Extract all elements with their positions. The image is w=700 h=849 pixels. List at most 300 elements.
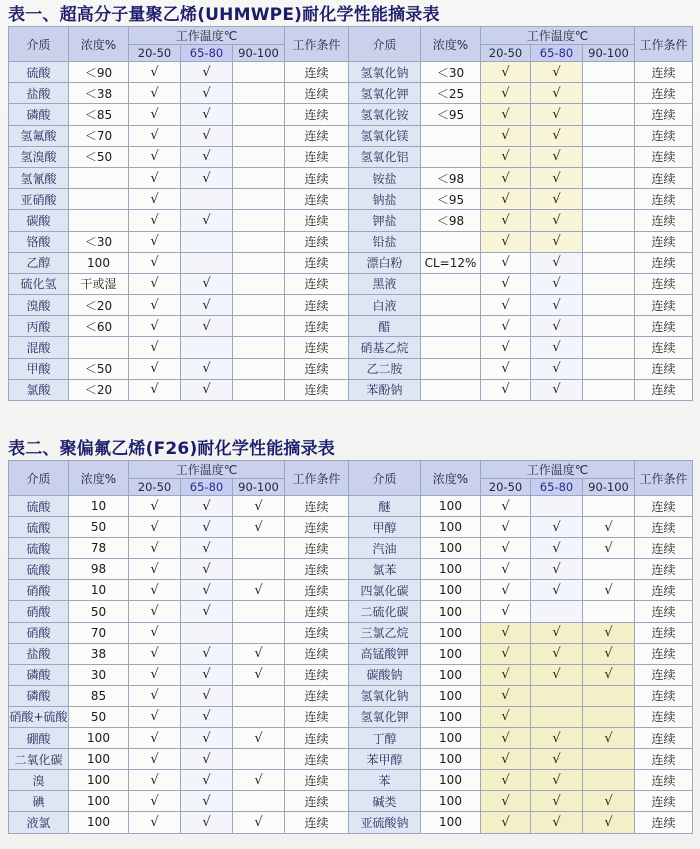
- temp-20-50-check: √: [129, 273, 181, 294]
- condition-cell: 连续: [285, 189, 349, 210]
- medium-cell: 黑液: [349, 273, 421, 294]
- temp-20-50-check: √: [129, 146, 181, 167]
- temp-90-100-check: √: [583, 728, 635, 749]
- temp-65-80-check: √: [531, 125, 583, 146]
- medium-cell: 漂白粉: [349, 252, 421, 273]
- temp-90-100-check: [233, 538, 285, 559]
- concentration-cell: 100: [421, 770, 481, 791]
- temp-20-50-check: √: [129, 295, 181, 316]
- header-condition: 工作条件: [285, 27, 349, 62]
- medium-cell: 甲醇: [349, 517, 421, 538]
- table-row: [9, 252, 693, 273]
- temp-90-100-check: [233, 685, 285, 706]
- temp-65-80-check: √: [531, 273, 583, 294]
- concentration-cell: [421, 295, 481, 316]
- temp-65-80-check: √: [531, 791, 583, 812]
- condition-cell: 连续: [635, 685, 693, 706]
- table-row: [9, 517, 693, 538]
- temp-20-50-check: √: [481, 728, 531, 749]
- medium-cell: 乙二胺: [349, 358, 421, 379]
- header-condition: 工作条件: [635, 461, 693, 496]
- medium-cell: 高锰酸钾: [349, 643, 421, 664]
- concentration-cell: 50: [69, 517, 129, 538]
- condition-cell: 连续: [635, 210, 693, 231]
- temp-90-100-check: √: [233, 580, 285, 601]
- table-row: [9, 685, 693, 706]
- temp-90-100-check: √: [583, 517, 635, 538]
- medium-cell: 四氯化碳: [349, 580, 421, 601]
- concentration-cell: ＜90: [69, 62, 129, 83]
- condition-cell: 连续: [285, 125, 349, 146]
- condition-cell: 连续: [285, 622, 349, 643]
- condition-cell: 连续: [285, 538, 349, 559]
- temp-65-80-check: √: [531, 146, 583, 167]
- temp-20-50-check: √: [129, 496, 181, 517]
- header-concentration: 浓度%: [421, 27, 481, 62]
- concentration-cell: 100: [421, 643, 481, 664]
- temp-20-50-check: √: [481, 622, 531, 643]
- medium-cell: 碘: [9, 791, 69, 812]
- concentration-cell: 100: [421, 812, 481, 833]
- concentration-cell: [421, 358, 481, 379]
- temp-90-100-check: [233, 83, 285, 104]
- medium-cell: 乙醇: [9, 252, 69, 273]
- condition-cell: 连续: [285, 104, 349, 125]
- temp-90-100-check: [233, 146, 285, 167]
- temp-65-80-check: √: [531, 104, 583, 125]
- temp-20-50-check: √: [481, 812, 531, 833]
- concentration-cell: ＜95: [421, 189, 481, 210]
- temp-90-100-check: [583, 210, 635, 231]
- temp-65-80-check: √: [531, 379, 583, 400]
- header-medium: 介质: [9, 461, 69, 496]
- concentration-cell: ＜70: [69, 125, 129, 146]
- condition-cell: 连续: [285, 770, 349, 791]
- table-row: [9, 812, 693, 833]
- concentration-cell: ＜20: [69, 379, 129, 400]
- table-row: [9, 496, 693, 517]
- medium-cell: 氢氧化钾: [349, 83, 421, 104]
- table-row: [9, 189, 693, 210]
- temp-90-100-check: [583, 104, 635, 125]
- temp-90-100-check: √: [583, 791, 635, 812]
- medium-cell: 氢氧化镁: [349, 125, 421, 146]
- concentration-cell: 100: [421, 749, 481, 770]
- temp-65-80-check: √: [181, 706, 233, 727]
- concentration-cell: ＜38: [69, 83, 129, 104]
- temp-20-50-check: √: [129, 337, 181, 358]
- table-row: [9, 167, 693, 188]
- condition-cell: 连续: [635, 125, 693, 146]
- concentration-cell: 100: [421, 706, 481, 727]
- table-row: [9, 770, 693, 791]
- condition-cell: 连续: [285, 231, 349, 252]
- medium-cell: 硝基乙烷: [349, 337, 421, 358]
- table-row: [9, 622, 693, 643]
- temp-90-100-check: [583, 337, 635, 358]
- header-concentration: 浓度%: [69, 27, 129, 62]
- table-row: [9, 231, 693, 252]
- temp-65-80-check: √: [181, 770, 233, 791]
- medium-cell: 氢氧化铵: [349, 104, 421, 125]
- temp-65-80-check: √: [531, 664, 583, 685]
- temp-65-80-check: √: [531, 358, 583, 379]
- concentration-cell: 100: [69, 791, 129, 812]
- temp-20-50-check: √: [481, 749, 531, 770]
- condition-cell: 连续: [285, 706, 349, 727]
- medium-cell: 硼酸: [9, 728, 69, 749]
- medium-cell: 亚硫酸钠: [349, 812, 421, 833]
- condition-cell: 连续: [285, 517, 349, 538]
- medium-cell: 白液: [349, 295, 421, 316]
- temp-90-100-check: [583, 685, 635, 706]
- medium-cell: 氢氟酸: [9, 125, 69, 146]
- temp-20-50-check: √: [481, 601, 531, 622]
- concentration-cell: 100: [421, 559, 481, 580]
- condition-cell: 连续: [635, 643, 693, 664]
- medium-cell: 氢氰酸: [9, 167, 69, 188]
- temp-90-100-check: √: [583, 538, 635, 559]
- temp-65-80-check: √: [531, 580, 583, 601]
- temp-90-100-check: [233, 189, 285, 210]
- medium-cell: 钾盐: [349, 210, 421, 231]
- temp-20-50-check: √: [129, 643, 181, 664]
- temp-20-50-check: √: [129, 252, 181, 273]
- medium-cell: 苯: [349, 770, 421, 791]
- temp-20-50-check: √: [481, 146, 531, 167]
- temp-90-100-check: √: [583, 664, 635, 685]
- temp-90-100-check: √: [233, 496, 285, 517]
- temp-90-100-check: √: [233, 728, 285, 749]
- condition-cell: 连续: [635, 167, 693, 188]
- temp-20-50-check: √: [129, 664, 181, 685]
- temp-20-50-check: √: [481, 83, 531, 104]
- temp-90-100-check: [583, 358, 635, 379]
- medium-cell: 苯酚钠: [349, 379, 421, 400]
- concentration-cell: 38: [69, 643, 129, 664]
- medium-cell: 二硫化碳: [349, 601, 421, 622]
- temp-65-80-check: [531, 685, 583, 706]
- temp-90-100-check: [233, 358, 285, 379]
- concentration-cell: CL=12%: [421, 252, 481, 273]
- concentration-cell: ＜50: [69, 146, 129, 167]
- temp-65-80-check: √: [531, 517, 583, 538]
- medium-cell: 氢氧化铝: [349, 146, 421, 167]
- table-row: [9, 273, 693, 294]
- temp-65-80-check: √: [531, 559, 583, 580]
- header-medium: 介质: [349, 27, 421, 62]
- temp-20-50-check: √: [481, 252, 531, 273]
- temp-20-50-check: √: [129, 559, 181, 580]
- header-medium: 介质: [349, 461, 421, 496]
- medium-cell: 硫酸: [9, 538, 69, 559]
- header-condition: 工作条件: [635, 27, 693, 62]
- condition-cell: 连续: [635, 622, 693, 643]
- concentration-cell: [421, 125, 481, 146]
- concentration-cell: ＜30: [69, 231, 129, 252]
- condition-cell: 连续: [635, 728, 693, 749]
- condition-cell: 连续: [635, 337, 693, 358]
- temp-20-50-check: √: [481, 685, 531, 706]
- condition-cell: 连续: [285, 62, 349, 83]
- temp-65-80-check: √: [531, 252, 583, 273]
- condition-cell: 连续: [285, 295, 349, 316]
- temp-65-80-check: √: [181, 210, 233, 231]
- temp-65-80-check: √: [531, 210, 583, 231]
- medium-cell: 氯苯: [349, 559, 421, 580]
- condition-cell: 连续: [635, 770, 693, 791]
- header-temp-range: 65-80: [181, 479, 233, 496]
- condition-cell: 连续: [635, 231, 693, 252]
- temp-65-80-check: √: [181, 664, 233, 685]
- condition-cell: 连续: [285, 316, 349, 337]
- header-temp-range: 20-50: [481, 45, 531, 62]
- temp-65-80-check: √: [531, 622, 583, 643]
- condition-cell: 连续: [285, 210, 349, 231]
- medium-cell: 碳酸钠: [349, 664, 421, 685]
- temp-65-80-check: √: [181, 104, 233, 125]
- condition-cell: 连续: [285, 728, 349, 749]
- temp-65-80-check: √: [531, 812, 583, 833]
- temp-90-100-check: √: [233, 812, 285, 833]
- concentration-cell: 100: [421, 664, 481, 685]
- concentration-cell: 100: [69, 770, 129, 791]
- temp-90-100-check: [233, 337, 285, 358]
- temp-90-100-check: √: [233, 770, 285, 791]
- temp-90-100-check: [583, 125, 635, 146]
- table-row: [9, 295, 693, 316]
- temp-20-50-check: √: [481, 517, 531, 538]
- table1-body: [9, 62, 693, 401]
- medium-cell: 磷酸: [9, 685, 69, 706]
- header-temperature: 工作温度℃: [129, 461, 285, 479]
- temp-65-80-check: √: [181, 812, 233, 833]
- condition-cell: 连续: [285, 685, 349, 706]
- header-condition: 工作条件: [285, 461, 349, 496]
- header-temp-range: 20-50: [129, 479, 181, 496]
- concentration-cell: ＜98: [421, 167, 481, 188]
- temp-65-80-check: √: [531, 749, 583, 770]
- concentration-cell: 78: [69, 538, 129, 559]
- temp-90-100-check: [583, 749, 635, 770]
- header-temp-range: 90-100: [233, 45, 285, 62]
- condition-cell: 连续: [635, 791, 693, 812]
- medium-cell: 氢氧化钾: [349, 706, 421, 727]
- concentration-cell: 70: [69, 622, 129, 643]
- temp-65-80-check: √: [531, 538, 583, 559]
- header-temp-range: 90-100: [583, 479, 635, 496]
- condition-cell: 连续: [635, 580, 693, 601]
- condition-cell: 连续: [285, 358, 349, 379]
- temp-90-100-check: [583, 559, 635, 580]
- condition-cell: 连续: [285, 146, 349, 167]
- condition-cell: 连续: [285, 83, 349, 104]
- temp-20-50-check: √: [129, 770, 181, 791]
- table-row: [9, 664, 693, 685]
- temp-65-80-check: [181, 231, 233, 252]
- temp-90-100-check: [233, 273, 285, 294]
- temp-65-80-check: √: [181, 167, 233, 188]
- table-row: [9, 580, 693, 601]
- concentration-cell: ＜95: [421, 104, 481, 125]
- table-row: [9, 728, 693, 749]
- temp-20-50-check: √: [481, 337, 531, 358]
- temp-65-80-check: √: [531, 295, 583, 316]
- condition-cell: 连续: [635, 62, 693, 83]
- concentration-cell: 100: [69, 749, 129, 770]
- temp-90-100-check: [583, 189, 635, 210]
- temp-90-100-check: [583, 770, 635, 791]
- temp-20-50-check: √: [481, 559, 531, 580]
- medium-cell: 氢氧化钠: [349, 62, 421, 83]
- temp-65-80-check: [181, 622, 233, 643]
- medium-cell: 磷酸: [9, 104, 69, 125]
- condition-cell: 连续: [285, 167, 349, 188]
- temp-65-80-check: √: [181, 496, 233, 517]
- temp-90-100-check: [233, 559, 285, 580]
- temp-65-80-check: √: [531, 231, 583, 252]
- temp-20-50-check: √: [481, 706, 531, 727]
- medium-cell: 醋: [349, 316, 421, 337]
- concentration-cell: [421, 231, 481, 252]
- temp-20-50-check: √: [481, 358, 531, 379]
- temp-90-100-check: √: [583, 622, 635, 643]
- medium-cell: 磷酸: [9, 664, 69, 685]
- temp-90-100-check: [233, 104, 285, 125]
- condition-cell: 连续: [285, 643, 349, 664]
- temp-90-100-check: [233, 749, 285, 770]
- temp-65-80-check: [531, 601, 583, 622]
- concentration-cell: [69, 210, 129, 231]
- temp-20-50-check: √: [129, 231, 181, 252]
- temp-20-50-check: √: [481, 273, 531, 294]
- header-temp-range: 65-80: [181, 45, 233, 62]
- temp-90-100-check: √: [583, 812, 635, 833]
- temp-20-50-check: √: [129, 791, 181, 812]
- condition-cell: 连续: [285, 337, 349, 358]
- temp-20-50-check: √: [129, 104, 181, 125]
- temp-20-50-check: √: [481, 231, 531, 252]
- temp-90-100-check: [583, 273, 635, 294]
- concentration-cell: [421, 316, 481, 337]
- condition-cell: 连续: [285, 664, 349, 685]
- concentration-cell: 100: [421, 685, 481, 706]
- table-row: [9, 706, 693, 727]
- concentration-cell: [69, 337, 129, 358]
- temp-65-80-check: [531, 706, 583, 727]
- condition-cell: 连续: [635, 358, 693, 379]
- table-row: [9, 538, 693, 559]
- temp-20-50-check: √: [481, 580, 531, 601]
- temp-20-50-check: √: [129, 580, 181, 601]
- temp-20-50-check: √: [481, 125, 531, 146]
- condition-cell: 连续: [635, 104, 693, 125]
- table-row: [9, 559, 693, 580]
- condition-cell: 连续: [635, 517, 693, 538]
- concentration-cell: [421, 337, 481, 358]
- concentration-cell: ＜30: [421, 62, 481, 83]
- temp-20-50-check: √: [129, 538, 181, 559]
- condition-cell: 连续: [635, 273, 693, 294]
- temp-65-80-check: √: [181, 295, 233, 316]
- temp-20-50-check: √: [129, 728, 181, 749]
- concentration-cell: 100: [421, 728, 481, 749]
- concentration-cell: ＜20: [69, 295, 129, 316]
- temp-65-80-check: √: [181, 601, 233, 622]
- condition-cell: 连续: [635, 601, 693, 622]
- temp-20-50-check: √: [129, 83, 181, 104]
- medium-cell: 氢溴酸: [9, 146, 69, 167]
- temp-90-100-check: [233, 295, 285, 316]
- temp-65-80-check: √: [181, 728, 233, 749]
- temp-90-100-check: [583, 62, 635, 83]
- temp-90-100-check: [583, 601, 635, 622]
- header-temp-range: 20-50: [129, 45, 181, 62]
- concentration-cell: 100: [421, 496, 481, 517]
- temp-20-50-check: √: [129, 379, 181, 400]
- medium-cell: 碳酸: [9, 210, 69, 231]
- temp-20-50-check: √: [481, 664, 531, 685]
- table2-f26: [8, 460, 693, 834]
- concentration-cell: 100: [421, 580, 481, 601]
- medium-cell: 混酸: [9, 337, 69, 358]
- concentration-cell: ＜60: [69, 316, 129, 337]
- concentration-cell: ＜25: [421, 83, 481, 104]
- medium-cell: 苯甲醇: [349, 749, 421, 770]
- temp-90-100-check: [583, 706, 635, 727]
- temp-65-80-check: √: [181, 643, 233, 664]
- temp-90-100-check: [233, 252, 285, 273]
- medium-cell: 硫化氢: [9, 273, 69, 294]
- temp-90-100-check: [583, 316, 635, 337]
- table-row: [9, 791, 693, 812]
- medium-cell: 氯酸: [9, 379, 69, 400]
- condition-cell: 连续: [285, 559, 349, 580]
- table2-title: 表二、聚偏氟乙烯(F26)耐化学性能摘录表: [8, 439, 336, 459]
- medium-cell: 硫酸: [9, 62, 69, 83]
- temp-20-50-check: √: [129, 706, 181, 727]
- temp-65-80-check: √: [181, 791, 233, 812]
- temp-20-50-check: √: [481, 770, 531, 791]
- temp-65-80-check: √: [531, 316, 583, 337]
- header-medium: 介质: [9, 27, 69, 62]
- concentration-cell: [421, 146, 481, 167]
- temp-65-80-check: [531, 496, 583, 517]
- temp-20-50-check: √: [129, 316, 181, 337]
- temp-20-50-check: √: [481, 189, 531, 210]
- concentration-cell: 50: [69, 706, 129, 727]
- temp-90-100-check: [583, 252, 635, 273]
- temp-65-80-check: √: [531, 62, 583, 83]
- condition-cell: 连续: [635, 496, 693, 517]
- table1-title: 表一、超高分子量聚乙烯(UHMWPE)耐化学性能摘录表: [8, 5, 440, 25]
- temp-20-50-check: √: [129, 167, 181, 188]
- concentration-cell: 100: [421, 538, 481, 559]
- concentration-cell: ＜98: [421, 210, 481, 231]
- condition-cell: 连续: [285, 580, 349, 601]
- medium-cell: 溴酸: [9, 295, 69, 316]
- header-temperature: 工作温度℃: [481, 27, 635, 45]
- temp-65-80-check: √: [181, 83, 233, 104]
- table-row: [9, 210, 693, 231]
- concentration-cell: 50: [69, 601, 129, 622]
- temp-65-80-check: [181, 189, 233, 210]
- condition-cell: 连续: [635, 146, 693, 167]
- condition-cell: 连续: [285, 601, 349, 622]
- temp-90-100-check: [233, 167, 285, 188]
- medium-cell: 盐酸: [9, 83, 69, 104]
- temp-90-100-check: [583, 83, 635, 104]
